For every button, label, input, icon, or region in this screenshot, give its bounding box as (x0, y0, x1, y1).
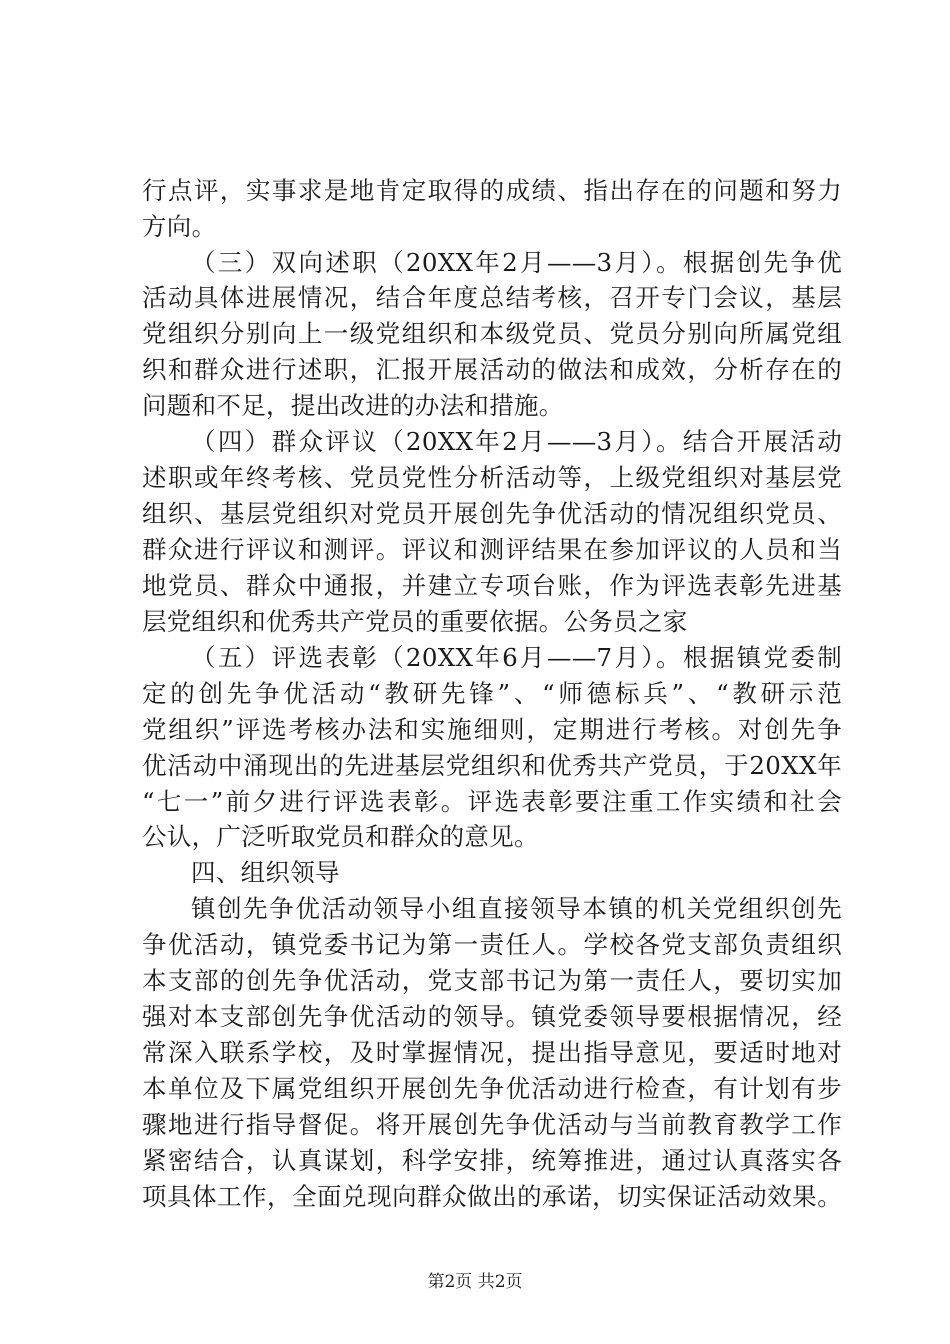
text-line: 行点评，实事求是地肯定取得的成绩、指出存在的问题和努力 (142, 176, 842, 205)
text-line: 党组织”评选考核办法和实施细则，定期进行考核。对创先争 (142, 715, 842, 744)
page-number-footer: 第2页 共2页 (427, 1272, 523, 1292)
text-line: 织和群众进行述职，汇报开展活动的做法和成效，分析存在的 (142, 355, 842, 384)
text-line: （四）群众评议（20XX年2月——3月）。结合开展活动 (191, 427, 842, 456)
text-line: 定的创先争优活动“教研先锋”、“师德标兵”、“教研示范 (142, 679, 842, 708)
text-line: 强对本支部创先争优活动的领导。镇党委领导要根据情况，经 (142, 1002, 842, 1031)
text-line: 地党员、群众中通报，并建立专项台账，作为评选表彰先进基 (142, 571, 842, 600)
text-line: 群众进行评议和测评。评议和测评结果在参加评议的人员和当 (142, 535, 842, 564)
text-line: 公认，广泛听取党员和群众的意见。 (142, 822, 539, 851)
text-line: 争优活动，镇党委书记为第一责任人。学校各党支部负责组织 (142, 930, 842, 959)
text-line: 问题和不足，提出改进的办法和措施。 (142, 391, 564, 420)
text-line: （五）评选表彰（20XX年6月——7月）。根据镇党委制 (191, 643, 842, 672)
text-line: 本支部的创先争优活动，党支部书记为第一责任人，要切实加 (142, 966, 842, 995)
text-line: （三）双向述职（20XX年2月——3月）。根据创先争优 (191, 248, 842, 277)
text-line: 活动具体进展情况，结合年度总结考核，召开专门会议，基层 (142, 283, 842, 312)
text-line: 述职或年终考核、党员党性分析活动等，上级党组织对基层党 (142, 463, 842, 492)
text-line: 本单位及下属党组织开展创先争优活动进行检查，有计划有步 (142, 1074, 842, 1103)
text-line: 方向。 (142, 212, 217, 241)
text-line: 组织、基层党组织对党员开展创先争优活动的情况组织党员、 (142, 499, 842, 528)
section-heading: 四、组织领导 (191, 858, 340, 887)
text-line: 紧密结合，认真谋划，科学安排，统筹推进，通过认真落实各 (142, 1146, 842, 1175)
text-line: 项具体工作，全面兑现向群众做出的承诺，切实保证活动效果。 (142, 1182, 842, 1211)
text-line: 层党组织和优秀共产党员的重要依据。公务员之家 (142, 607, 688, 636)
text-line: 优活动中涌现出的先进基层党组织和优秀共产党员，于20XX年 (142, 751, 842, 780)
text-line: 常深入联系学校，及时掌握情况，提出指导意见，要适时地对 (142, 1038, 842, 1067)
text-line: “七一”前夕进行评选表彰。评选表彰要注重工作实绩和社会 (142, 787, 842, 816)
text-line: 骤地进行指导督促。将开展创先争优活动与当前教育教学工作 (142, 1110, 842, 1139)
text-line: 党组织分别向上一级党组织和本级党员、党员分别向所属党组 (142, 319, 842, 348)
text-line: 镇创先争优活动领导小组直接领导本镇的机关党组织创先 (191, 894, 842, 923)
